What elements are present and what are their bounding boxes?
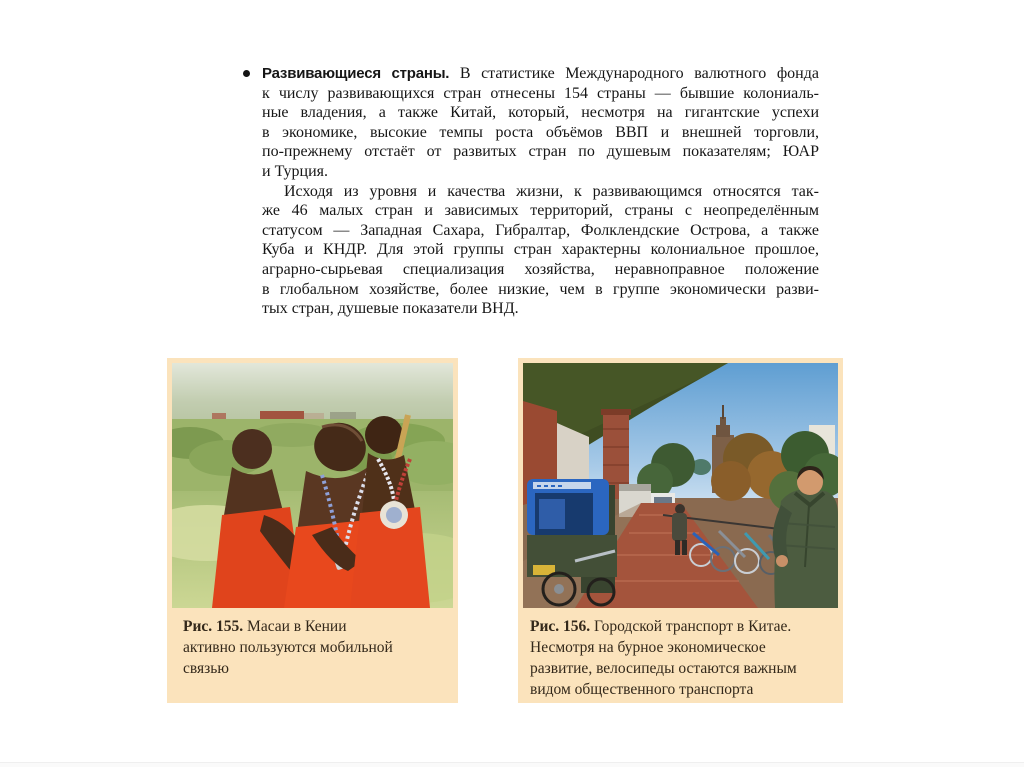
text-line: в экономике, высокие темпы роста объёмов ВВП и внешней торговли, [262,123,819,141]
china-transport-photo [523,363,838,608]
text-line: аграрно-сырьевая специализация хозяйства, неравноправное положение [262,260,819,278]
figure-156 [518,358,843,703]
figure-155-caption [167,610,458,679]
text-line: ные владения, а также Китай, который, несмотря на гигантские успехи [262,104,819,122]
text-line: же 46 малых стран и зависимых территорий, страны с неопределённым [262,202,819,220]
bullet-icon [243,70,250,77]
text-line: Несмотря на бурное экономическое [530,639,766,656]
text-line: Исходя из уровня и качества жизни, к развивающимся относятся так- [284,182,819,200]
text-line: Рис. 156. Городской транспорт в Китае. [530,618,792,635]
kiosk-roof [619,484,651,491]
text-line: связью [183,660,229,677]
figure-156-caption [518,610,843,700]
text-line: статусом — Западная Сахара, Гибралтар, Фолклендские Острова, а также [262,221,819,239]
text-line: к числу развивающихся стран отнесены 154 страны — бывшие колониаль- [262,84,819,102]
text-line: видом общественного транспорта [530,681,754,698]
figure-155 [167,358,458,703]
text-line: развитие, велосипеды остаются важным [530,660,797,677]
text-line: в глобальном хозяйстве, более низкие, чем в группе экономически разви- [262,280,819,298]
text-line: тых стран, душевые показатели ВНД. [262,300,519,318]
maasai-kenya-photo [172,363,453,608]
text-line: активно пользуются мобильной [183,639,393,656]
text-line: Рис. 155. Масаи в Кении [183,618,347,635]
body-text [262,64,819,319]
slide-bottom-edge [0,762,1024,767]
text-line: Куба и КНДР. Для этой группы стран характерны колониальное прошлое, [262,241,819,259]
text-line: по-прежнему отстаёт от развитых стран по душевым показателям; ЮАР [262,143,819,161]
text-line: Развивающиеся страны. В статистике Международного валютного фонда [262,65,819,82]
text-line: и Турция. [262,162,329,180]
